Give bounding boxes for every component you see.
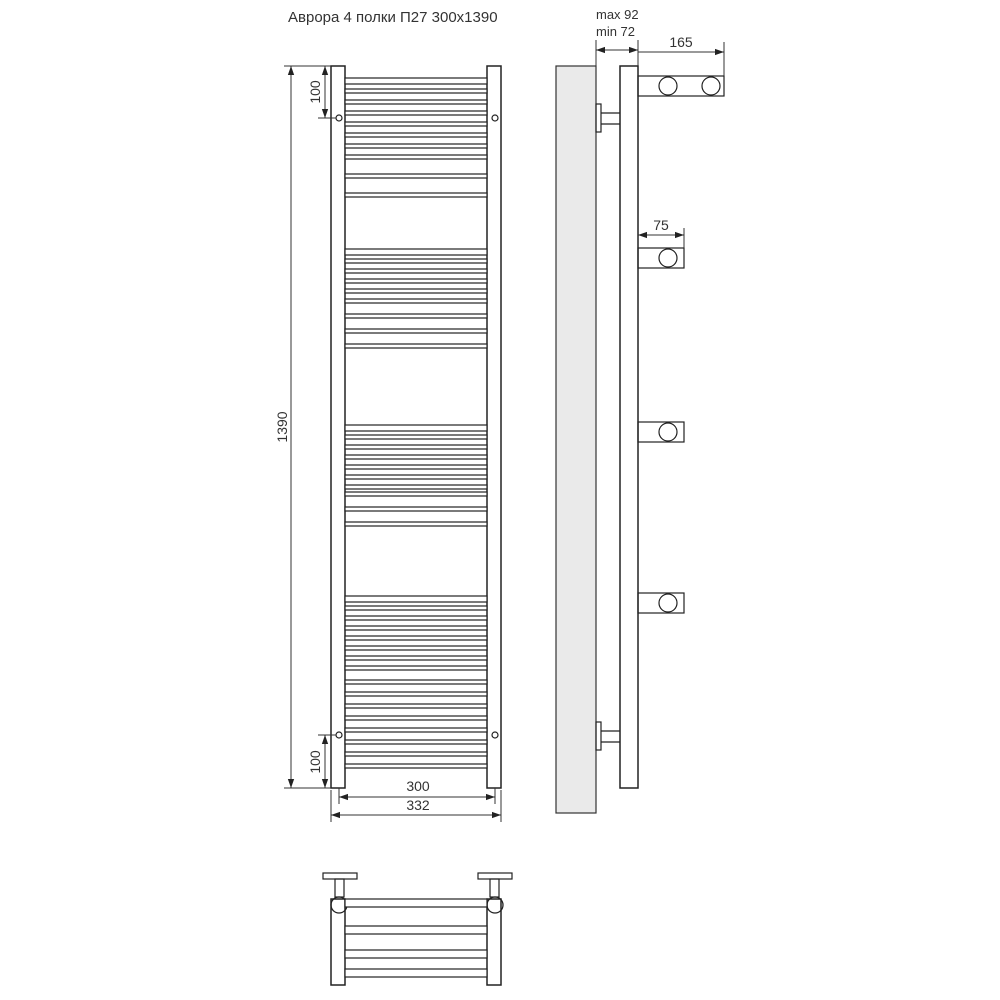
crossbar-11: [345, 249, 487, 255]
crossbar-18: [345, 329, 487, 333]
dimension-shelf-depth-label: 165: [669, 34, 693, 50]
top-view: [323, 873, 512, 985]
crossbar-14: [345, 279, 487, 283]
side-mount-bracket-top: [596, 104, 620, 132]
crossbar-45: [345, 764, 487, 768]
crossbar-13: [345, 269, 487, 273]
dimension-wall-gap-min: min 72: [596, 24, 636, 39]
crossbar-25: [345, 475, 487, 479]
crossbar-10: [345, 193, 487, 197]
dimension-tube-depth-label: 75: [653, 217, 669, 233]
dimension-top-offset-label: 100: [307, 80, 323, 104]
crossbar-33: [345, 626, 487, 630]
crossbar-23: [345, 455, 487, 459]
crossbar-4: [345, 111, 487, 115]
crossbar-2: [345, 89, 487, 93]
front-crossbars: [345, 78, 487, 768]
crossbar-35: [345, 646, 487, 650]
crossbar-42: [345, 728, 487, 732]
dimension-height: [274, 66, 331, 788]
crossbar-37: [345, 666, 487, 670]
dimension-bottom-offset-label: 100: [307, 750, 323, 774]
crossbar-12: [345, 259, 487, 263]
top-view-bracket-left: [323, 873, 357, 897]
side-shelf-2: [638, 248, 684, 268]
crossbar-38: [345, 680, 487, 684]
dimension-outer-width: [331, 790, 501, 822]
crossbar-15: [345, 289, 487, 293]
crossbar-41: [345, 716, 487, 720]
crossbar-22: [345, 445, 487, 449]
top-view-bracket-right: [478, 873, 512, 897]
crossbar-6: [345, 133, 487, 137]
crossbar-32: [345, 616, 487, 620]
crossbar-16: [345, 299, 487, 303]
crossbar-34: [345, 636, 487, 640]
drawing-title: Аврора 4 полки П27 300х1390: [288, 9, 498, 26]
crossbar-44: [345, 752, 487, 756]
crossbar-43: [345, 740, 487, 744]
crossbar-36: [345, 656, 487, 660]
side-shelf-4: [638, 593, 684, 613]
crossbar-1: [345, 78, 487, 84]
crossbar-24: [345, 465, 487, 469]
dimension-shelf-depth: [638, 34, 724, 76]
side-post: [620, 66, 638, 788]
crossbar-40: [345, 704, 487, 708]
crossbar-21: [345, 435, 487, 439]
crossbar-26: [345, 485, 487, 489]
crossbar-5: [345, 122, 487, 126]
crossbar-9: [345, 174, 487, 178]
crossbar-19: [345, 344, 487, 348]
side-shelf-top: [638, 76, 724, 96]
crossbar-8: [345, 155, 487, 159]
side-mount-bracket-bottom: [596, 722, 620, 750]
crossbar-27: [345, 492, 487, 496]
front-right-post: [487, 66, 501, 788]
wall: [556, 66, 596, 813]
crossbar-39: [345, 692, 487, 696]
crossbar-29: [345, 522, 487, 526]
dimension-inner-width-label: 300: [406, 778, 430, 794]
front-view: [331, 66, 501, 788]
front-left-post: [331, 66, 345, 788]
crossbar-31: [345, 606, 487, 610]
crossbar-30: [345, 596, 487, 602]
side-view: [556, 66, 724, 813]
dimension-tube-depth: [638, 217, 684, 248]
side-shelf-3: [638, 422, 684, 442]
crossbar-28: [345, 507, 487, 511]
dimension-height-label: 1390: [274, 411, 290, 443]
dimension-outer-width-label: 332: [406, 797, 430, 813]
dimension-wall-gap-max: max 92: [596, 7, 639, 22]
crossbar-20: [345, 425, 487, 431]
crossbar-17: [345, 314, 487, 318]
crossbar-7: [345, 144, 487, 148]
crossbar-3: [345, 100, 487, 104]
dimension-wall-gap: [596, 7, 639, 66]
